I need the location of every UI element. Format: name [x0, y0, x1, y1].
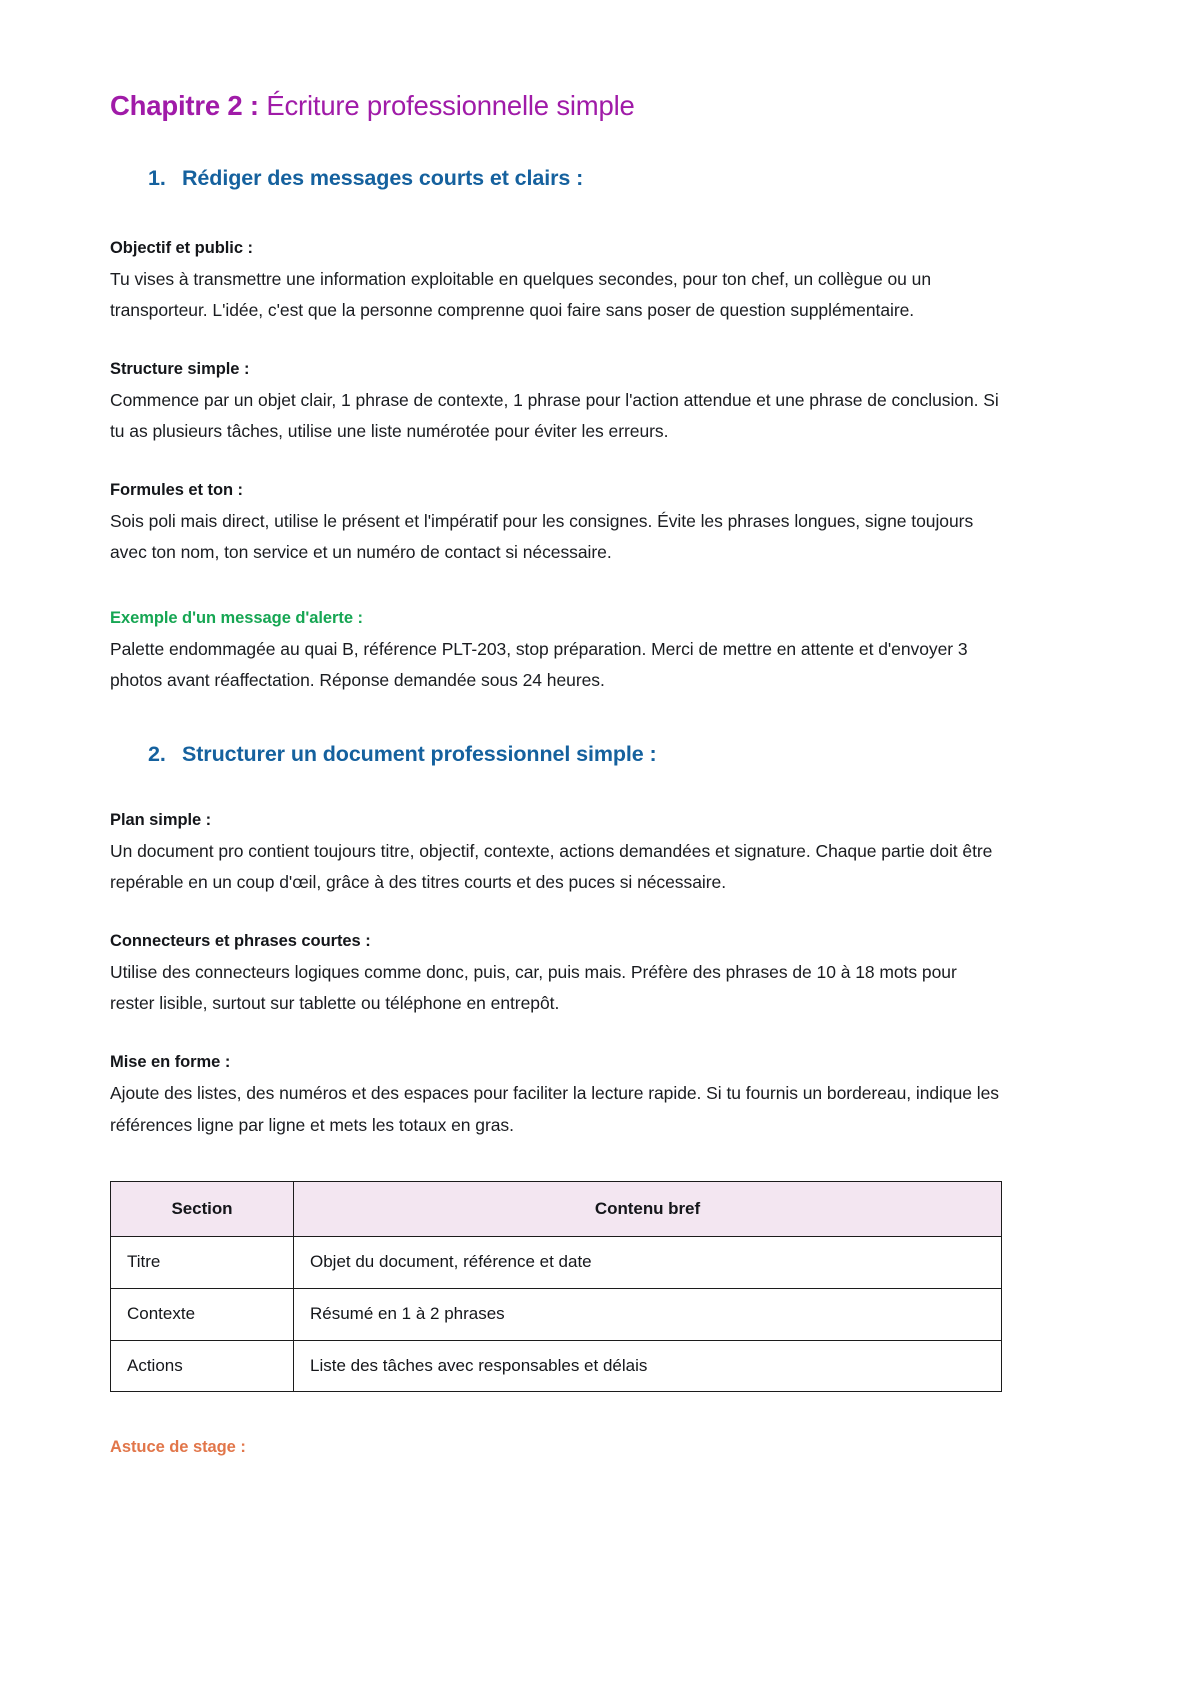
table-head — [111, 1181, 1002, 1237]
table-cell-section: Actions — [111, 1340, 294, 1392]
block-formules — [110, 481, 1002, 568]
block-body-mise-en-forme: Ajoute des listes, des numéros et des espaces pour faciliter la lecture rapide. Si tu fournis un bordereau, indique les références ligne par ligne et mets les totaux en gras. — [110, 1083, 1000, 1135]
block-body-plan: Un document pro contient toujours titre, objectif, contexte, actions demandées et signature. Chaque partie doit être repérable en un coup d'œil, grâce à des titres courts et des puces si nécessaire. — [110, 840, 993, 893]
block-body-exemple: Palette endommagée au quai B, référence PLT-203, stop préparation. Merci de mettre en attente et d'envoyer 3 photos avant réaffectation. Réponse demandée sous 24 heures. — [110, 638, 968, 690]
block-plan — [110, 811, 1002, 898]
block-structure — [110, 360, 1002, 447]
section-heading-2 — [110, 742, 1002, 767]
table-header-section: Section — [111, 1181, 294, 1237]
table-wrapper — [110, 1181, 1002, 1393]
table-cell-contenu: Liste des tâches avec responsables et délais — [294, 1340, 1002, 1392]
block-mise-en-forme — [110, 1053, 1002, 1140]
block-label-formules: Formules et ton : — [110, 481, 243, 500]
block-body-connecteurs: Utilise des connecteurs logiques comme donc, puis, car, puis mais. Préfère des phrases de 10 à 18 mots pour rester lisible, surtout sur tablette ou téléphone en entrepôt. — [110, 962, 957, 1014]
table-header-contenu: Contenu bref — [294, 1181, 1002, 1237]
block-label-connecteurs: Connecteurs et phrases courtes : — [110, 932, 371, 951]
table-cell-contenu: Objet du document, référence et date — [294, 1237, 1002, 1289]
table-cell-section: Contexte — [111, 1289, 294, 1341]
section-number-2: 2. — [148, 741, 166, 766]
table-cell-section: Titre — [111, 1237, 294, 1289]
block-label-structure: Structure simple : — [110, 360, 250, 379]
page-title-chapter: Chapitre 2 : — [110, 90, 259, 121]
block-objectif — [110, 239, 1002, 326]
block-label-mise-en-forme: Mise en forme : — [110, 1053, 231, 1072]
table-header-row — [111, 1181, 1002, 1237]
table-body — [111, 1237, 1002, 1392]
page-title — [110, 88, 1002, 124]
block-body-objectif: Tu vises à transmettre une information exploitable en quelques secondes, pour ton chef, un collègue ou un transporteur. L'idée, c'est que la personne comprenne quoi faire sans poser de question supplémentaire. — [110, 268, 932, 320]
block-body-formules: Sois poli mais direct, utilise le présent et l'impératif pour les consignes. Évite les phrases longues, signe toujours avec ton nom, ton service et un numéro de contact si nécessaire. — [110, 511, 974, 563]
page-title-subject: Écriture professionnelle simple — [258, 90, 635, 121]
table-cell-contenu: Résumé en 1 à 2 phrases — [294, 1289, 1002, 1341]
block-body-structure: Commence par un objet clair, 1 phrase de contexte, 1 phrase pour l'action attendue et une phrase de conclusion. Si tu as plusieurs tâches, utilise une liste numérotée pour éviter les erreurs. — [110, 390, 999, 442]
table-row — [111, 1289, 1002, 1341]
block-connecteurs — [110, 932, 1002, 1019]
block-astuce — [110, 1438, 1002, 1457]
section-heading-1 — [110, 166, 1002, 191]
section-number-1: 1. — [148, 165, 166, 190]
block-label-astuce: Astuce de stage : — [110, 1438, 246, 1457]
table-row — [111, 1340, 1002, 1392]
block-label-plan: Plan simple : — [110, 810, 212, 829]
section-title-2: Structurer un document professionnel simple : — [182, 741, 657, 766]
block-label-objectif: Objectif et public : — [110, 238, 253, 257]
structure-table — [110, 1181, 1002, 1393]
block-exemple — [110, 609, 1002, 696]
section-title-1: Rédiger des messages courts et clairs : — [182, 165, 584, 190]
table-row — [111, 1237, 1002, 1289]
block-label-exemple: Exemple d'un message d'alerte : — [110, 608, 363, 627]
